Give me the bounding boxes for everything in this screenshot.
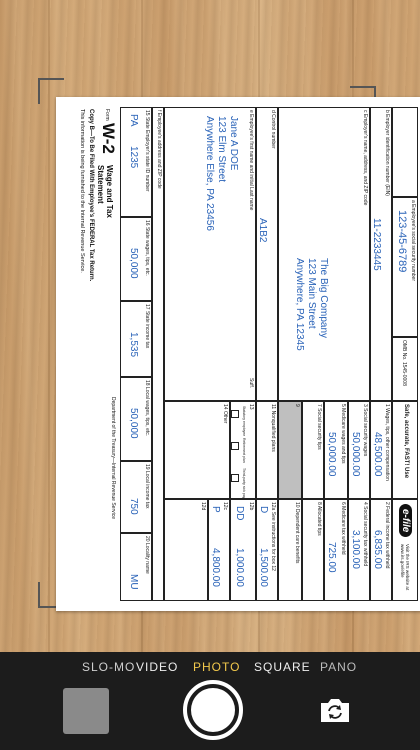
copy-line: Copy B—To Be Filed With Employee's FEDERAL Tax Return. xyxy=(88,109,94,282)
box-1-label: 1 Wages, tips, other compensation xyxy=(384,404,390,481)
box-15 xyxy=(120,107,152,217)
efile-logo: e-file xyxy=(399,504,412,537)
box-2 xyxy=(370,499,392,601)
control-value: A1B2 xyxy=(257,218,268,243)
box-c-label: c Employer's name, address, and ZIP code xyxy=(362,110,368,206)
box-7 xyxy=(302,401,324,499)
employee-name: Jane A DOE xyxy=(228,116,239,171)
box-omb xyxy=(392,337,418,401)
checkbox-statutory xyxy=(231,410,239,418)
box-16-label: 16 State wages, tips, etc. xyxy=(144,220,150,276)
state-id-value: 1235 xyxy=(128,146,139,169)
box-20 xyxy=(120,533,152,601)
last-photo-thumbnail[interactable] xyxy=(63,688,109,734)
safe-label: Safe, accurate, FAST! Use xyxy=(403,404,409,479)
box-12d xyxy=(164,499,208,601)
box-3 xyxy=(348,401,370,499)
box-6 xyxy=(324,499,348,601)
box-12d-label: 12d xyxy=(200,502,206,511)
box-10-label: 10 Dependent care benefits xyxy=(294,502,300,564)
box-16 xyxy=(120,217,152,301)
box-12b-code: DD xyxy=(234,506,245,521)
box-9 xyxy=(278,401,302,499)
shutter-button-inner[interactable] xyxy=(191,688,235,732)
box-11 xyxy=(256,401,278,499)
ssn-value: 123-45-6789 xyxy=(396,210,408,273)
mode-square[interactable]: SQUARE xyxy=(254,660,311,674)
box-4-value: 3,100.00 xyxy=(350,530,361,569)
box-4-label: 4 Social security tax withheld xyxy=(362,502,368,567)
box-12b-value: 1,000.00 xyxy=(234,548,245,587)
employee-street: 123 Elm Street xyxy=(216,116,227,183)
copy-note: This information is being furnished to the Internal Revenue Service. xyxy=(79,109,85,273)
box-a xyxy=(392,197,418,337)
box-10 xyxy=(278,499,302,601)
box-d-label: d Control number xyxy=(270,110,276,149)
box-19 xyxy=(120,461,152,533)
mode-slo-mo[interactable]: SLO-MO xyxy=(82,660,136,674)
box-1 xyxy=(370,401,392,499)
box-5 xyxy=(324,401,348,499)
box-19-label: 19 Local income tax xyxy=(144,464,150,509)
box-12c-label: 12c xyxy=(222,502,228,511)
checkbox-sick xyxy=(231,474,239,482)
box-e-label: e Employee's first name and initial Last name xyxy=(248,110,254,211)
box-20-value: MU xyxy=(128,574,139,590)
box-12c-code: P xyxy=(210,506,221,513)
employer-city: Anywhere, PA 12345 xyxy=(294,258,305,351)
box-12a-code: D xyxy=(258,506,269,514)
box-7-label: 7 Social security tips xyxy=(316,404,322,450)
box-18 xyxy=(120,377,152,461)
box-e xyxy=(164,107,256,401)
shutter-button[interactable] xyxy=(183,680,243,740)
box-f-label: f Employee's address and ZIP code xyxy=(156,110,162,189)
box-5-label: 5 Medicare wages and tips xyxy=(340,404,346,464)
box-20-label: 20 Locality name xyxy=(144,536,150,574)
box-5-value: 50,000.00 xyxy=(326,432,337,477)
box-8 xyxy=(302,499,324,601)
box-17-label: 17 State income tax xyxy=(144,304,150,349)
employer-street: 123 Main Street xyxy=(306,258,317,329)
camera-flip-icon[interactable] xyxy=(318,696,352,724)
box-2-label: 2 Federal income tax withheld xyxy=(384,502,390,569)
omb-label: OMB No. 1545-0008 xyxy=(401,340,407,386)
box-13 xyxy=(230,401,256,499)
box-a-label: a Employee's social security number xyxy=(410,200,416,281)
mode-pano[interactable]: PANO xyxy=(320,660,358,674)
box-12c-value: 4,800.00 xyxy=(210,548,221,587)
box-6-value: 725.00 xyxy=(326,542,337,573)
w2-document xyxy=(56,97,420,611)
box-12a-label: 12a See instructions for box 12 xyxy=(270,502,276,571)
box-1-value: 48,500.00 xyxy=(372,432,383,477)
box-void xyxy=(392,107,418,197)
box-2-value: 6,835.00 xyxy=(372,530,383,569)
suff-label: Suff. xyxy=(248,378,254,389)
state-value: PA xyxy=(128,114,139,127)
box-4 xyxy=(348,499,370,601)
box-3-value: 50,000.00 xyxy=(350,432,361,477)
box-f xyxy=(152,107,164,601)
form-code: W-2 xyxy=(99,123,118,154)
box-12a-value: 1,500.00 xyxy=(258,548,269,587)
box-13-statutory: Statutory employee xyxy=(242,406,246,437)
irs-note: Visit the IRS website at www.irs.gov/efile xyxy=(400,544,410,591)
box-11-label: 11 Nonqualified plans xyxy=(270,404,276,452)
w2-form xyxy=(72,107,418,601)
mode-photo[interactable]: PHOTO xyxy=(193,660,241,674)
box-14 xyxy=(164,401,230,499)
box-6-label: 6 Medicare tax withheld xyxy=(340,502,346,555)
checkbox-retirement xyxy=(231,442,239,450)
box-16-value: 50,000 xyxy=(128,248,139,279)
box-b-label: b Employer identification number (EIN) xyxy=(384,110,390,196)
mode-video[interactable]: VIDEO xyxy=(136,660,179,674)
box-12b-label: 12b xyxy=(248,502,254,511)
box-15-label: 15 State Employer's state ID number xyxy=(144,110,150,192)
box-efile xyxy=(392,499,418,601)
box-d xyxy=(256,107,278,401)
employee-city: Anywhere Else, PA 23456 xyxy=(204,116,215,231)
box-18-value: 50,000 xyxy=(128,408,139,439)
employer-name: The Big Company xyxy=(318,258,329,339)
box-12b xyxy=(230,499,256,601)
ein-value: 11-2233445 xyxy=(371,218,382,271)
box-b xyxy=(370,107,392,401)
box-8-label: 8 Allocated tips xyxy=(316,502,322,536)
box-14-label: 14 Other xyxy=(222,404,228,424)
box-safe xyxy=(392,401,418,499)
box-18-label: 18 Local wages, tips, etc. xyxy=(144,380,150,437)
form-word: Form xyxy=(104,109,110,121)
box-9-label: 9 xyxy=(294,404,300,407)
treasury-line: Department of the Treasury—Internal Revenue Service xyxy=(110,397,116,520)
box-13-sick: Third-party sick pay xyxy=(242,468,246,499)
box-13-label: 13 xyxy=(248,404,254,410)
form-title: Wage and Tax Statement xyxy=(96,165,114,218)
box-12a xyxy=(256,499,278,601)
box-17 xyxy=(120,301,152,377)
box-12c xyxy=(208,499,230,601)
box-19-value: 750 xyxy=(128,498,139,515)
box-c xyxy=(278,107,370,401)
box-3-label: 3 Social security wages xyxy=(362,404,368,457)
box-13-retirement: Retirement plan xyxy=(242,438,246,463)
box-17-value: 1,535 xyxy=(128,332,139,358)
